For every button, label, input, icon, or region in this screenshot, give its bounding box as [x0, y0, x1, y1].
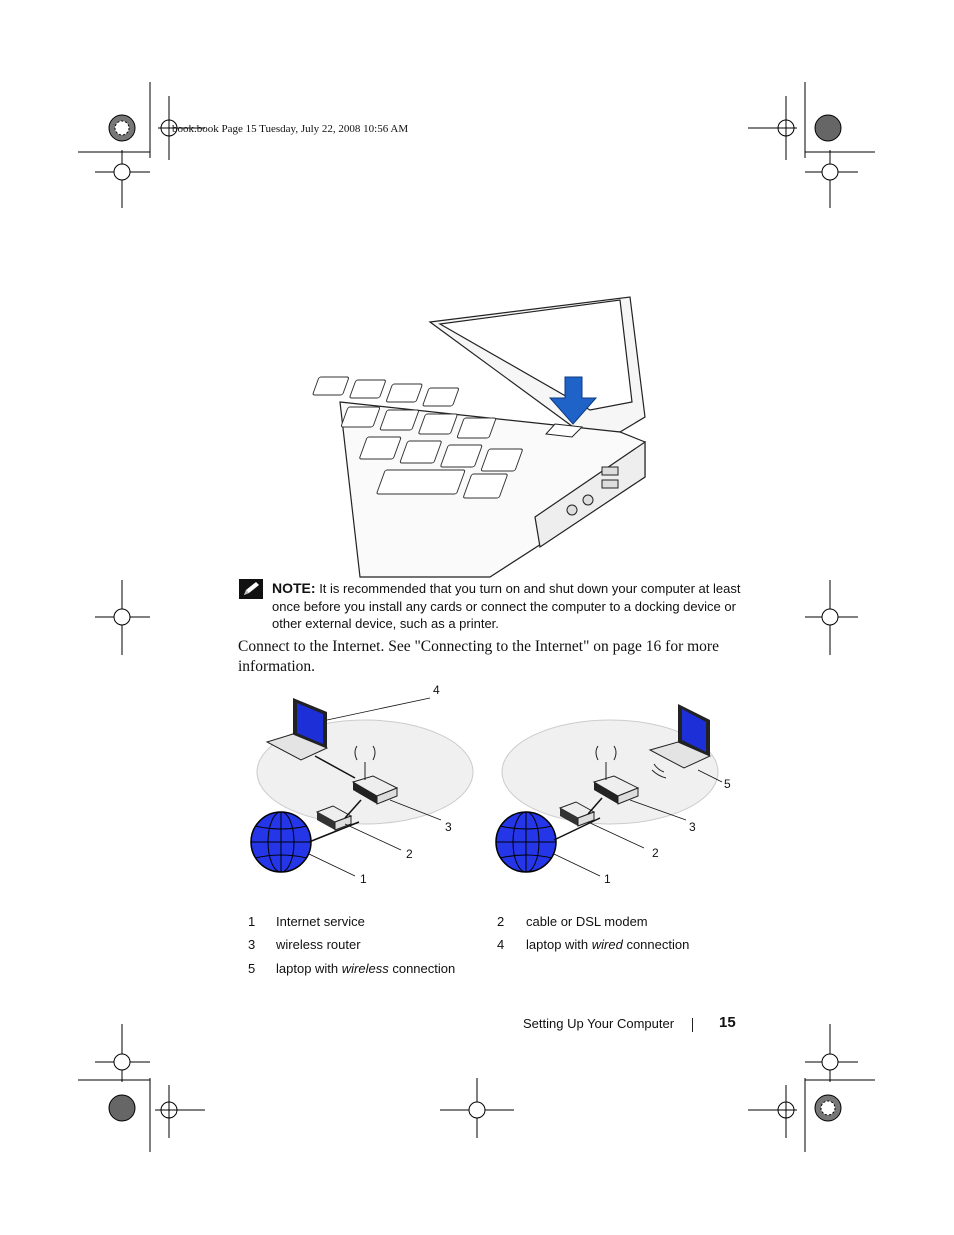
legend-num: 2: [497, 914, 505, 929]
callout-1-left: 1: [360, 872, 367, 886]
footer-section-title: Setting Up Your Computer: [523, 1016, 675, 1031]
page-number: 15: [719, 1014, 736, 1031]
legend-label: laptop with wired connection: [526, 937, 690, 952]
callout-3-left: 3: [445, 820, 452, 834]
callout-2-right: 2: [652, 846, 659, 860]
legend-label: Internet service: [276, 914, 365, 929]
internet-globe-icon: [496, 812, 556, 872]
legend-num: 4: [497, 937, 505, 952]
body-paragraph: Connect to the Internet. See "Connecting to the Internet" on page 16 for more information.: [238, 638, 719, 675]
note-block: [272, 580, 742, 633]
network-diagram-wired: [245, 690, 485, 890]
callout-4: 4: [433, 683, 440, 697]
network-diagram-wireless: [490, 690, 730, 890]
footer-divider: [692, 1018, 693, 1032]
callout-5: 5: [724, 777, 731, 791]
laptop-power-button-illustration: [320, 292, 660, 582]
callout-3-right: 3: [689, 820, 696, 834]
note-pencil-icon: [239, 579, 263, 599]
print-slug: book.book Page 15 Tuesday, July 22, 2008 10:56 AM: [172, 123, 409, 135]
note-body: It is recommended that you turn on and shut down your computer at least once before you install any cards or connect the computer to a docking device or other external device, such as a printer.: [272, 581, 741, 631]
legend-num: 3: [248, 937, 256, 952]
legend-num: 1: [248, 914, 256, 929]
callout-1-right: 1: [604, 872, 611, 886]
internet-globe-icon: [251, 812, 311, 872]
legend-label: cable or DSL modem: [526, 914, 648, 929]
callout-2-left: 2: [406, 847, 413, 861]
legend-label: laptop with wireless connection: [276, 961, 456, 976]
legend-label: wireless router: [276, 937, 361, 952]
note-label: NOTE:: [272, 580, 316, 596]
legend-num: 5: [248, 961, 256, 976]
